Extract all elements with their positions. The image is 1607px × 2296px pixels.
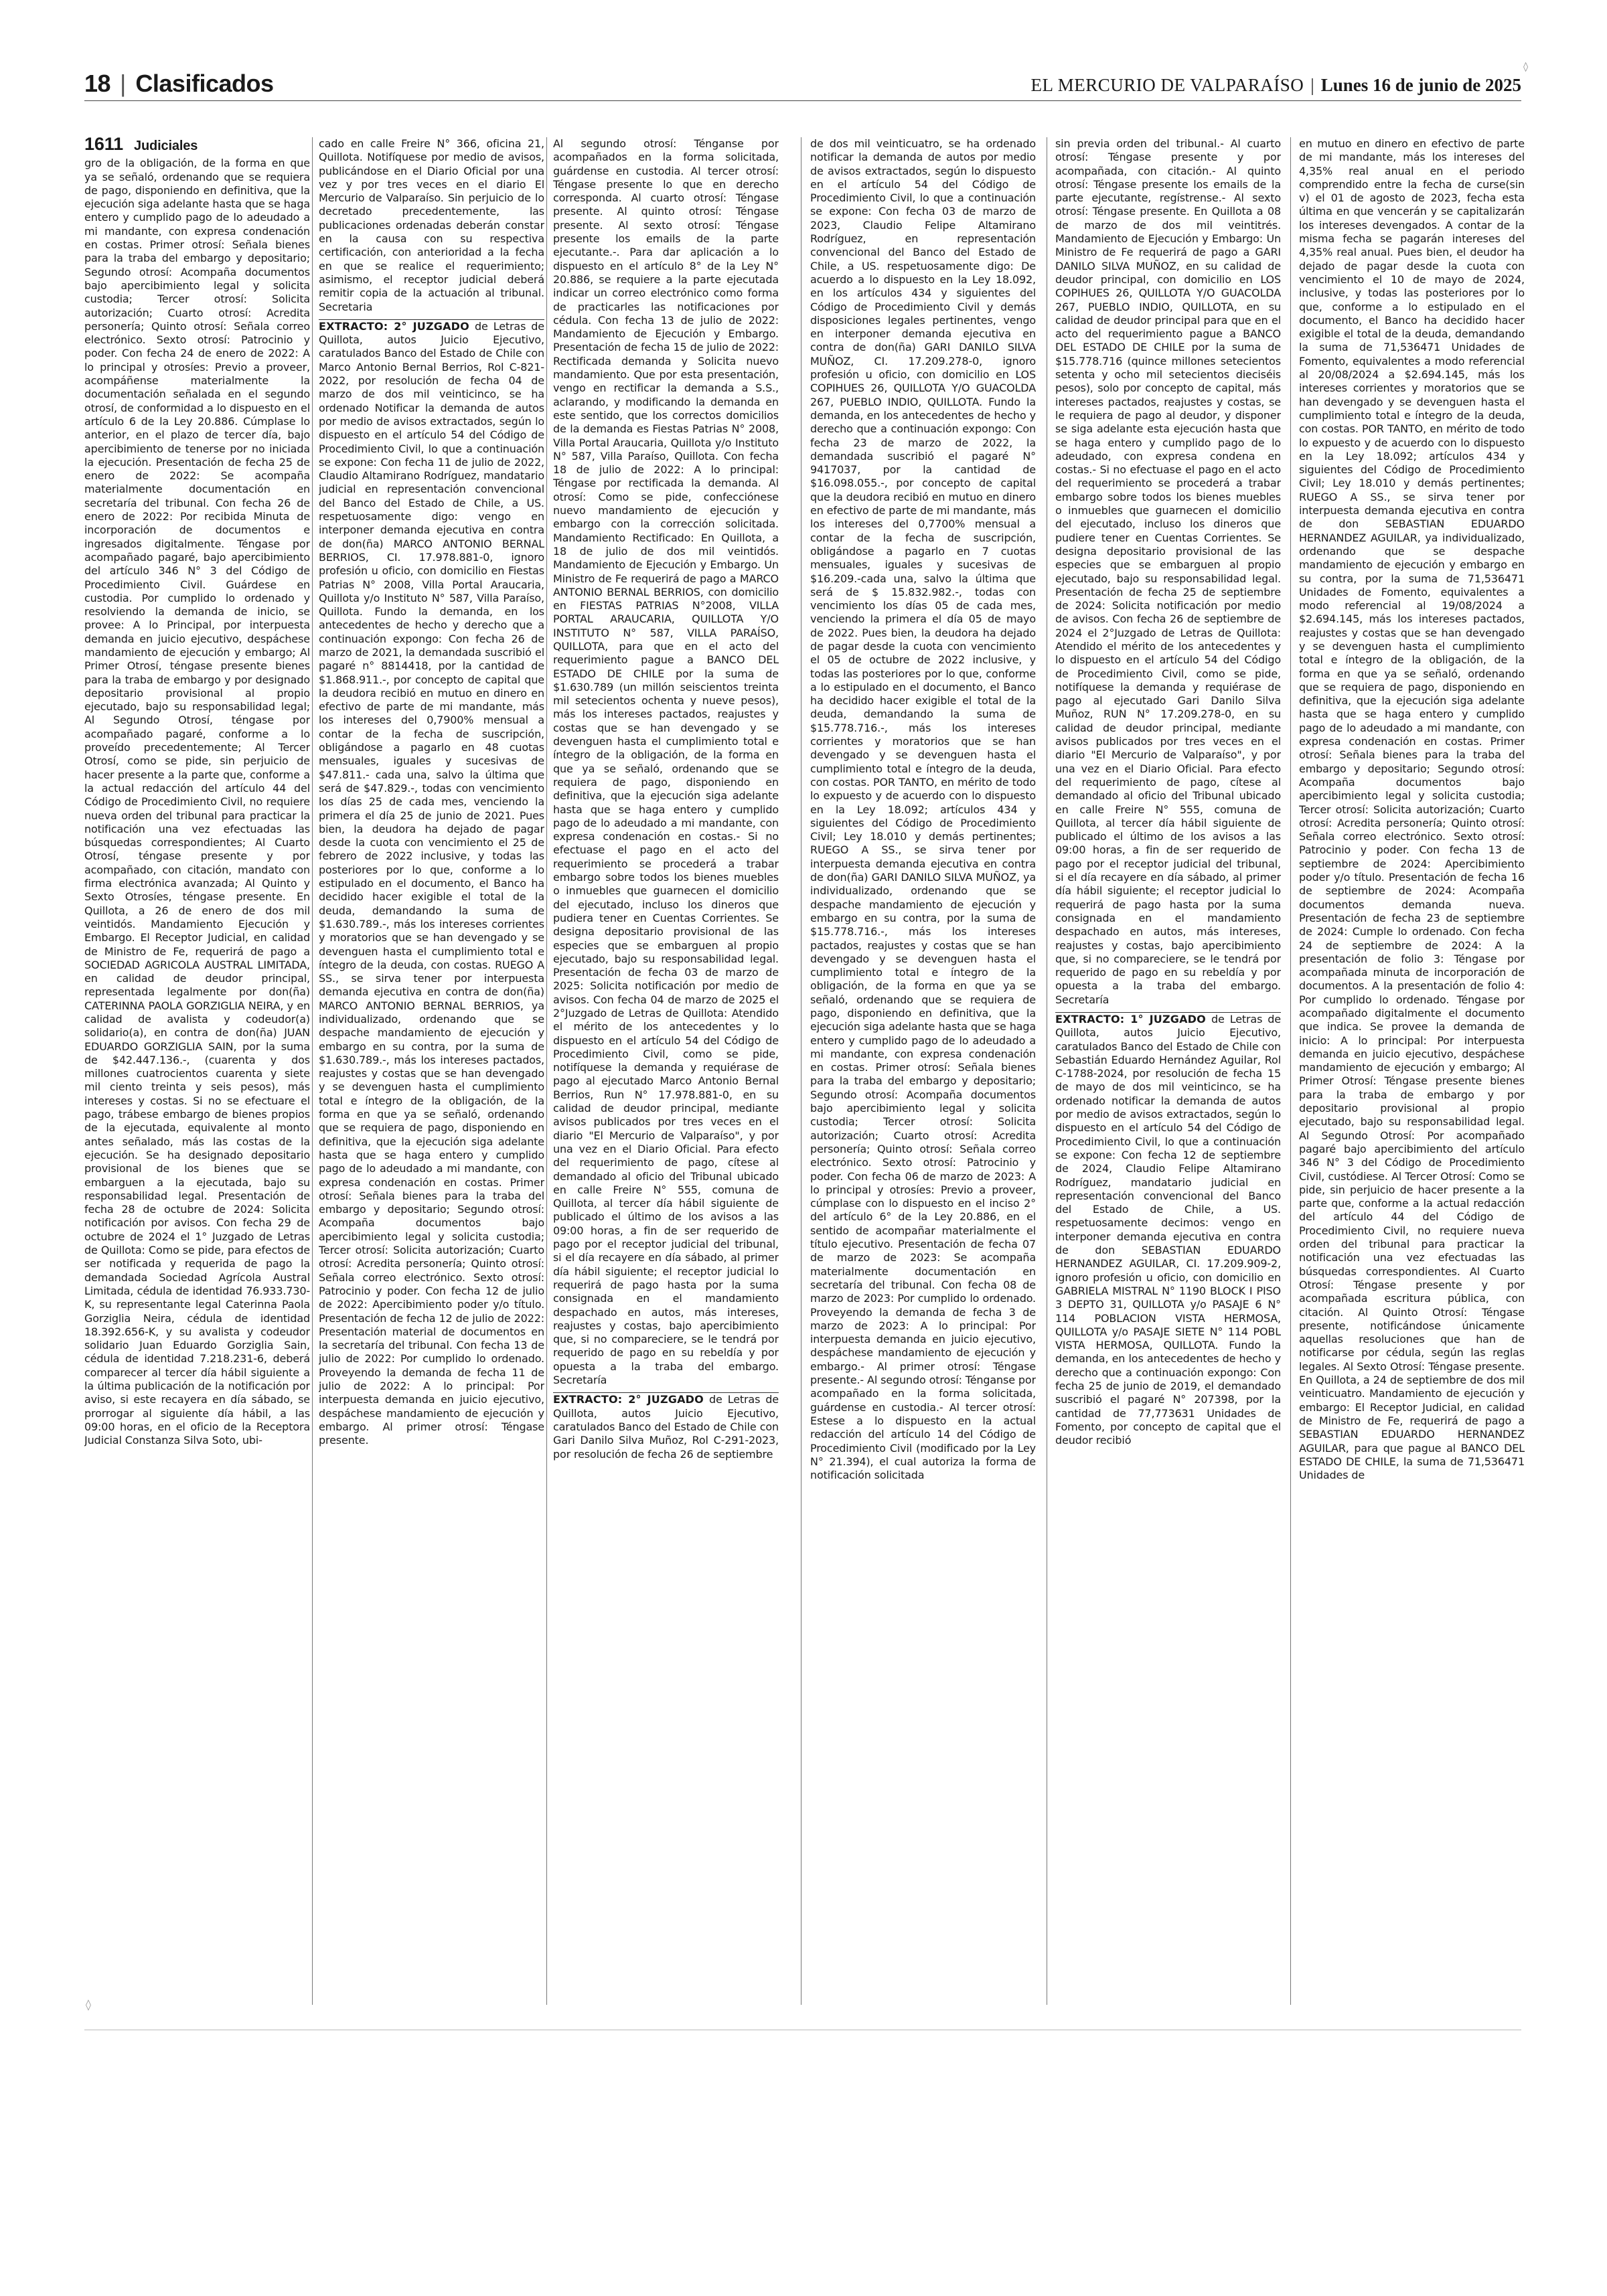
legal-notice bbox=[553, 1393, 779, 1461]
notice-text: Al segundo otrosí: Ténganse por acompañados en la forma solicitada, guárdense en custodia. Al tercer otrosí: Téngase presente lo que en derecho corresponda. Al cuarto otrosí: Téngase presente. Al quinto otrosí: Téngase presente. Al sexto otrosí: Téngase presente los emails de la parte ejecutante.-. Para dar aplicación a lo dispuesto en el artículo 8° de la Ley N° 20.886, se requiere a la parte ejecutada indicar un correo electrónico como forma de practicarles las notificaciones por cédula. Con fecha 13 de julio de 2022: Mandamiento de Ejecución y Embargo. Presentación de fecha 15 de julio de 2022: Rectificada demanda y Solicita nuevo mandamiento. Que por esta presentación, vengo en rectificar la demanda a S.S., aclarando, y modificando la demanda en este sentido, que los correctos domicilios de la demanda es Fiestas Patrias N° 2008, Villa Portal Araucaria, Quillota y/o Instituto N° 587, Villa Paraíso, Quillota. Con fecha 18 de julio de 2022: A lo principal: Téngase por rectificada la demanda. Al otrosí: Como se pide, confecciónese nuevo mandamiento de ejecución y embargo con la corrección solicitada. Mandamiento Rectificado: En Quillota, a 18 de julio de dos mil veintidós. Mandamiento de Ejecución y Embargo. Un Ministro de Fe requerirá de pago a MARCO ANTONIO BERNAL BERRIOS, con domicilio en FIESTAS PATRIAS N°2008, VILLA PORTAL ARAUCARIA, QUILLOTA Y/O INSTITUTO N° 587, VILLA PARAÍSO, QUILLOTA, para que en el acto del requerimiento pague a BANCO DEL ESTADO DE CHILE por la suma de $1.630.789 (un millón seiscientos treinta mil setecientos ochenta y nueve pesos), más los intereses pactados, reajustes y costas que se han devengado y se devenguen hasta el cumplimiento total e íntegro de la obligación, de la forma en que ya se señaló, ordenando que se requiera de pago, disponiendo en definitiva, que la ejecución siga adelante hasta que se haga entero y cumplido pago de lo adeudado a mi mandante, con expresa condenación en costas.- Si no efectuase el pago en el acto del requerimiento se procederá a trabar embargo sobre todos los bienes muebles o inmuebles que guarnecen el domicilio del ejecutado, incluso los dineros que pudiera tener en Cuentas Corrientes. Se designa depositario provisional de las especies que se embarguen al propio ejecutado, bajo su responsabilidad legal. Presentación de fecha 03 de marzo de 2025: Solicita notificación por medio de avisos. Con fecha 04 de marzo de 2025 el 2°Juzgado de Letras de Quillota: Atendido el mérito de los antecedentes y lo dispuesto en el artículo 54 del Código de Procedimiento Civil, como se pide, notifíquese la demanda y requiérase de pago al ejecutado Marco Antonio Bernal Berrios, Run N° 17.978.881-0, en su calidad de deudor principal, mediante avisos publicados por tres veces en el diario "El Mercurio de Valparaíso", y por una vez en el Diario Oficial. Para efecto del requerimiento de pago, cítese al demandado al oficio del Tribunal ubicado en calle Freire N° 555, comuna de Quillota, al tercer día hábil siguiente de publicado el último de los avisos a las 09:00 horas, a fin de ser requerido de pago por el receptor judicial del tribunal, si el día recayere en día sábado, al primer día hábil siguiente; el receptor judicial lo requerirá de pago hasta por la suma consignada en el mandamiento despachado en autos, más intereses, reajustes y costas, bajo apercibimiento que, si no compareciere, se le tendrá por requerido de pago en su rebeldía y por opuesta a la traba del embargo. Secretaría bbox=[553, 137, 779, 1387]
page-header-right bbox=[1030, 75, 1521, 96]
notice-text: gro de la obligación, de la forma en que ya se señaló, ordenando que se requiera de pago, disponiendo en definitiva, que la ejecución siga adelante hasta que se haga entero y cumplido pago de lo adeudado a mi mandante, con expresa condenación en costas. Primer otrosí: Señala bienes para la traba del embargo y depositario; Segundo otrosí: Acompaña documentos bajo apercibimiento legal y solicita custodia; Tercer otrosí: Solicita autorización; Cuarto otrosí: Acredita personería; Quinto otrosí: Señala correo electrónico. Sexto otrosí: Patrocinio y poder. Con fecha 24 de enero de 2022: A lo principal y otrosíes: Previo a proveer, acompáñense materialmente la documentación señalada en el segundo otrosí, de conformidad a lo dispuesto en el artículo 6 de la Ley 20.886. Cúmplase lo anterior, en el plazo de tercer día, bajo apercibimiento de tenerse por no iniciada la ejecución. Presentación de fecha 25 de enero de 2022: Se acompaña materialmente documentación en secretaría del tribunal. Con fecha 26 de enero de 2022: Por recibida Minuta de incorporación de documentos e ingresados digitalmente. Téngase por acompañado pagaré, bajo apercibimiento del artículo 346 N° 3 del Código de Procedimiento Civil. Guárdese en custodia. Por cumplido lo ordenado y resolviendo la demanda de inicio, se provee: A lo Principal, por interpuesta demanda en juicio ejecutivo, despáchese mandamiento de ejecución y embargo; Al Primer Otrosí, téngase presente bienes para la traba de embargo y por designado depositario provisional al propio ejecutado, bajo su responsabilidad legal; Al Segundo Otrosí, téngase por acompañado pagaré, conforme a lo proveído precedentemente; Al Tercer Otrosí, como se pide, sin perjuicio de hacer presente a la parte que, conforme a la actual redacción del artículo 44 del Código de Procedimiento Civil, no requiere nueva orden del tribunal para practicar la notificación una vez efectuadas las búsquedas correspondientes; Al Cuarto Otrosí, téngase presente y por acompañado, con citación, mandato con firma electrónica avanzada; Al Quinto y Sexto Otrosíes, téngase presente. En Quillota, a 26 de enero de dos mil veintidós. Mandamiento Ejecución y Embargo. El Receptor Judicial, en calidad de Ministro de Fe, requerirá de pago a SOCIEDAD AGRICOLA AUSTRAL LIMITADA, en calidad de deudor principal, representada legalmente por don(ña) CATERINNA PAOLA GORZIGLIA NEIRA, y en calidad de avalista y codeudor(a) solidario(a), en contra de don(ña) JUAN EDUARDO GORZIGLIA SAIN, por la suma de $42.447.136.-, (cuarenta y dos millones cuatrocientos cuarenta y siete mil ciento treinta y seis pesos), más intereses y costas. Si no se efectuare el pago, trábese embargo de bienes propios de la ejecutada, equivalente al monto antes señalado, más las costas de la ejecución. Se ha designado depositario provisional de los bienes que se embarguen a la ejecutada, bajo su responsabilidad legal. Presentación de fecha 28 de octubre de 2024: Solicita notificación por avisos. Con fecha 29 de octubre de 2024 el 1° Juzgado de Letras de Quillota: Como se pide, para efectos de ser notificada y requerida de pago la demandada Sociedad Agrícola Austral Limitada, cédula de identidad 76.933.730-K, su representante legal Caterinna Paola Gorziglia Neira, cédula de identidad 18.392.656-K, y su avalista y codeudor solidario Juan Eduardo Gorziglia Sain, cédula de identidad 7.218.231-6, deberá comparecer al tercer día hábil siguiente a la última publicación de la notificación por aviso, si este recayera en día sábado, se prorrogar al siguiente día hábil, a las 09:00 horas, en el oficio de la Receptora Judicial Constanza Silva Soto, ubi- bbox=[84, 157, 310, 1447]
column-5 bbox=[1055, 137, 1281, 2005]
column-2 bbox=[319, 137, 544, 2005]
header-divider bbox=[84, 100, 1521, 101]
newspaper-name: EL MERCURIO DE VALPARAÍSO bbox=[1030, 75, 1304, 95]
issue-date: Lunes 16 de junio de 2025 bbox=[1320, 75, 1521, 95]
notice-text: cado en calle Freire N° 366, oficina 21, Quillota. Notifíquese por medio de avisos, publicándose en el Diario Oficial por una vez y por tres veces en el diario El Mercurio de Valparaíso. Sin perjuicio de lo decretado precedentemente, las publicaciones ordenadas deberán constar en la causa con su respectiva certificación, con anterioridad a la fecha en que se realice el requerimiento; asimismo, el receptor judicial deberá remitir copia de la actuación al tribunal. Secretaria bbox=[319, 137, 544, 313]
category-heading bbox=[84, 137, 310, 153]
column-4 bbox=[810, 137, 1036, 2005]
legal-notice bbox=[1055, 1013, 1281, 1448]
notice-text: de Letras de Quillota, autos Juicio Ejecutivo, caratulados Banco del Estado de Chile con Marco Antonio Bernal Berrios, Rol C-821-2022, por resolución de fecha 04 de marzo de dos mil veinticinco, se ha ordenado Notificar la demanda de autos por medio de avisos extractados, según lo dispuesto en el artículo 54 del Código de Procedimiento Civil, lo que a continuación se expone: Con fecha 11 de julio de 2022, Claudio Altamirano Rodríguez, mandatario judicial en representación convencional del Banco del Estado de Chile, a US. respetuosamente digo: vengo en interponer demanda ejecutiva en contra de don(ña) MARCO ANTONIO BERNAL BERRIOS, CI. 17.978.881-0, ignoro profesión u oficio, con domicilio en Fiestas Patrias N° 2008, Villa Portal Araucaria, Quillota y/o Instituto N° 587, Villa Paraíso, Quillota. Fundo la demanda, en los antecedentes de hecho y derecho que a continuación expongo: Con fecha 26 de marzo de 2021, la demandada suscribió el pagaré n° 8814418, por la cantidad de $1.868.911.-, por concepto de capital que la deudora recibió en mutuo en dinero en efectivo de parte de mi mandante, más los intereses del 0,7900% mensual a contar de la fecha de suscripción, obligándose a pagarlo en 48 cuotas mensuales, iguales y sucesivas de $47.811.- cada una, salvo la última que será de $47.829.-, todas con vencimiento los días 25 de cada mes, venciendo la primera el día 25 de junio de 2021. Pues bien, la deudora ha dejado de pagar desde la cuota con vencimiento el 25 de febrero de 2022 inclusive, y todas las posteriores por lo que, conforme a lo estipulado en el documento, el Banco ha decidido hacer exigible el total de la deuda, demandando la suma de $1.630.789.-, más los intereses corrientes y moratorios que se han devengado y se devenguen hasta el cumplimiento total e íntegro de la deuda, con costas. RUEGO A SS., se sirva tener por interpuesta demanda ejecutiva en contra de don(ña) MARCO ANTONIO BERNAL BERRIOS, ya individualizado, ordenando que se despache mandamiento de ejecución y embargo en su contra, por la suma de $1.630.789.-, más los intereses pactados, reajustes y costas que se han devengado y se devenguen hasta el cumplimiento total e íntegro de la obligación, de la forma en que ya se señaló, ordenando que se requiera de pago, disponiendo en definitiva, que la ejecución siga adelante hasta que se haga entero y cumplido pago de lo adeudado a mi mandante, con expresa condenación en costas. Primer otrosí: Señala bienes para la traba del embargo y depositario; Segundo otrosí: Acompaña documentos bajo apercibimiento legal y solicita custodia; Tercer otrosí: Solicita autorización; Cuarto otrosí: Acredita personería; Quinto otrosí: Señala correo electrónico. Sexto otrosí: Patrocinio y poder. Con fecha 12 de julio de 2022: Apercibimiento poder y/o título. Presentación de fecha 12 de julio de 2022: Presentación material de documentos en la secretaría del tribunal. Con fecha 13 de julio de 2022: Por cumplido lo ordenado. Proveyendo la demanda de fecha 11 de julio de 2022: A lo principal: Por interpuesta demanda en juicio ejecutivo, despáchese mandamiento de ejecución y embargo. Al primer otrosí: Téngase presente. bbox=[319, 319, 544, 1447]
extract-label: EXTRACTO: 1° JUZGADO bbox=[1055, 1013, 1206, 1026]
extract-label: EXTRACTO: 2° JUZGADO bbox=[553, 1393, 704, 1406]
header-separator: | bbox=[120, 70, 127, 97]
legal-notice bbox=[319, 320, 544, 1448]
column-3 bbox=[553, 137, 779, 2005]
category-name: Judiciales bbox=[133, 139, 198, 153]
notice-text: en mutuo en dinero en efectivo de parte de mi mandante, más los intereses del 4,35% real anual en el periodo comprendido entre la fecha de curse(sin v) el 01 de agosto de 2023, fecha esta última en que vencerán y se capitalizarán los intereses devengados. A contar de la misma fecha se pagarán intereses del 4,35% real anual. Pues bien, el deudor ha dejado de pagar desde la cuota con vencimiento el 10 de mayo de 2024, inclusive, y todas las posteriores por lo que, conforme a lo estipulado en el documento, el Banco ha decidido hacer exigible el total de la deuda, demandando la suma de 71,536471 Unidades de Fomento, equivalentes a modo referencial al 20/08/2024 a $2.694.145, más los intereses corrientes y moratorios que se han devengado y se devenguen hasta el cumplimiento total e íntegro de la deuda, con costas. POR TANTO, en mérito de todo lo expuesto y de acuerdo con lo dispuesto en la Ley 18.092; artículos 434 y siguientes del Código de Procedimiento Civil; Ley 18.010 y demás pertinentes; RUEGO A SS., se sirva tener por interpuesta demanda ejecutiva en contra de don SEBASTIAN EDUARDO HERNANDEZ AGUILAR, ya individualizado, ordenando que se despache mandamiento de ejecución y embargo en su contra, por la suma de 71,536471 Unidades de Fomento, equivalentes a modo referencial al 19/08/2024 a $2.694.145, más los intereses pactados, reajustes y costas que se han devengado y se devenguen hasta el cumplimiento total e íntegro de la obligación, de la forma en que ya se señaló, ordenando que se requiera de pago, disponiendo en definitiva, que la ejecución siga adelante hasta que se haga entero y cumplido pago de lo adeudado a mi mandante, con expresa condenación en costas. Primer otrosí: Señala bienes para la traba del embargo y depositario; Segundo otrosí: Acompaña documentos bajo apercibimiento legal y solicita custodia; Tercer otrosí: Solicita autorización; Cuarto otrosí: Acredita personería; Quinto otrosí: Señala correo electrónico. Sexto otrosí: Patrocinio y poder. Con fecha 13 de septiembre de 2024: Apercibimiento poder y/o título. Presentación de fecha 16 de septiembre de 2024: Acompaña documentos demanda nueva. Presentación de fecha 23 de septiembre de 2024: Cumple lo ordenado. Con fecha 24 de septiembre de 2024: A la presentación de folio 3: Téngase por acompañada minuta de incorporación de documentos. A la presentación de folio 4: Por cumplido lo ordenado. Téngase por acompañado digitalmente el documento que indica. Se provee la demanda de inicio: A lo principal: Por interpuesta demanda en juicio ejecutivo, despáchese mandamiento de ejecución y embargo; Al Primer Otrosí: Téngase presente bienes para la traba de embargo y por depositario provisional al propio ejecutado, bajo su responsabilidad legal. Al Segundo Otrosí: Por acompañado pagaré bajo apercibimiento del artículo 346 N° 3 del Código de Procedimiento Civil, custódiese. Al Tercer Otrosí: Como se pide, sin perjuicio de hacer presente a la parte que, conforme a la actual redacción del artículo 44 del Código de Procedimiento Civil, no requiere nueva orden del tribunal para practicar la notificación una vez efectuadas las búsquedas correspondientes. Al Cuarto Otrosí: Téngase presente y por acompañada escritura pública, con citación. Al Quinto Otrosí: Téngase presente, notificándose únicamente aquellas resoluciones que han de notificarse por cédula, según las reglas legales. Al Sexto Otrosí: Téngase presente. En Quillota, a 24 de septiembre de dos mil veinticuatro. Mandamiento de ejecución y embargo: El Receptor Judicial, en calidad de Ministro de Fe, requerirá de pago a SEBASTIAN EDUARDO HERNANDEZ AGUILAR, para que pague al BANCO DEL ESTADO DE CHILE, la suma de 71,536471 Unidades de bbox=[1299, 137, 1525, 1482]
notice-text: de Letras de Quillota, autos Juicio Ejecutivo, caratulados Banco del Estado de Chile con Sebastián Eduardo Hernández Aguilar, Rol C-1788-2024, por resolución de fecha 15 de mayo de dos mil veinticinco, se ha ordenado notificar la demanda de autos por medio de avisos extractados, según lo dispuesto en el artículo 54 del Código de Procedimiento Civil, lo que a continuación se expone: Con fecha 12 de septiembre de 2024, Claudio Felipe Altamirano Rodríguez, mandatario judicial en representación convencional del Banco del Estado de Chile, a US. respetuosamente decimos: vengo en interponer demanda ejecutiva en contra de don SEBASTIAN EDUARDO HERNANDEZ AGUILAR, CI. 17.209.909-2, ignoro profesión u oficio, con domicilio en GABRIELA MISTRAL N° 1190 BLOCK I PISO 3 DEPTO 31, QUILLOTA y/o PASAJE 6 N° 114 POBLACION VISTA HERMOSA, QUILLOTA y/o PASAJE SIETE N° 114 POBL VISTA HERMOSA, QUILLOTA. Fundo la demanda, en los antecedentes de hecho y derecho que a continuación expongo: Con fecha 25 de junio de 2019, el demandado suscribió el pagaré N° 207398, por la cantidad de 77,773631 Unidades de Fomento, por concepto de capital que el deudor recibió bbox=[1055, 1013, 1281, 1447]
column-1 bbox=[84, 137, 310, 2005]
column-divider bbox=[312, 137, 313, 2005]
page-header-left bbox=[84, 70, 274, 96]
page-number: 18 bbox=[84, 70, 111, 97]
notice-text: sin previa orden del tribunal.- Al cuarto otrosí: Téngase presente y por acompañada, con citación.- Al quinto otrosí: Téngase presente los emails de la parte ejecutante, regístrense.- Al sexto otrosí: Téngase presente. En Quillota a 08 de marzo de dos mil veintitrés. Mandamiento de Ejecución y Embargo: Un Ministro de Fe requerirá de pago a GARI DANILO SILVA MUÑOZ, en su calidad de deudor principal, con domicilio en LOS COPIHUES 26, QUILLOTA Y/O GUACOLDA 267, PUEBLO INDIO, QUILLOTA, en su calidad de deudor principal para que en el acto del requerimiento pague a BANCO DEL ESTADO DE CHILE por la suma de $15.778.716 (quince millones setecientos setenta y ocho mil setecientos dieciséis pesos), solo por concepto de capital, más intereses pactados, reajustes y costas, se le requiera de pago al deudor, y disponer se siga adelante esta ejecución hasta que se haga entero y cumplido pago de lo adeudado, con expresa condena en costas.- Si no efectuase el pago en el acto del requerimiento se procederá a trabar embargo sobre todos los bienes muebles o inmuebles que guarnecen el domicilio del ejecutado, incluso los dineros que pudiere tener en Cuentas Corrientes. Se designa depositario provisional de las especies que se embarguen al propio ejecutado, bajo su responsabilidad legal. Presentación de fecha 25 de septiembre de 2024: Solicita notificación por medio de avisos. Con fecha 26 de septiembre de 2024 el 2°Juzgado de Letras de Quillota: Atendido el mérito de los antecedentes y lo dispuesto en el artículo 54 del Código de Procedimiento Civil, como se pide, notifíquese la demanda y requiérase de pago al ejecutado Gari Danilo Silva Muñoz, RUN N° 17.209.278-0, en su calidad de deudor principal, mediante avisos publicados por tres veces en el diario "El Mercurio de Valparaíso", y por una vez en el Diario Oficial. Para efecto del requerimiento de pago, cítese al demandado al oficio del Tribunal ubicado en calle Freire N° 555, comuna de Quillota, al tercer día hábil siguiente de publicado el último de los avisos a las 09:00 horas, a fin de ser requerido de pago por el receptor judicial del tribunal, si el día recayere en día sábado, al primer día hábil siguiente; el receptor judicial lo requerirá de pago hasta por la suma consignada en el mandamiento despachado en autos, más intereses, reajustes y costas, bajo apercibimiento que, si no compareciere, se le tendrá por requerido de pago en su rebeldía y por opuesta a la traba del embargo. Secretaría bbox=[1055, 137, 1281, 1006]
footer-mark-icon: ◊ bbox=[86, 1998, 91, 2011]
column-divider bbox=[1290, 137, 1291, 2005]
column-divider bbox=[546, 137, 547, 2005]
section-title: Clasificados bbox=[135, 70, 274, 97]
notice-text: de dos mil veinticuatro, se ha ordenado notificar la demanda de autos por medio de avisos extractados, según lo dispuesto en el artículo 54 del Código de Procedimiento Civil, lo que a continuación se expone: Con fecha 03 de marzo de 2023, Claudio Felipe Altamirano Rodríguez, en representación convencional del Banco del Estado de Chile, a US. respetuosamente digo: De acuerdo a lo dispuesto en la Ley 18.092, en los artículos 434 y siguientes del Código de Procedimiento Civil y demás disposiciones legales pertinentes, vengo en interponer demanda ejecutiva en contra de don(ña) GARI DANILO SILVA MUÑOZ, CI. 17.209.278-0, ignoro profesión u oficio, con domicilio en LOS COPIHUES 26, QUILLOTA Y/O GUACOLDA 267, PUEBLO INDIO, QUILLOTA. Fundo la demanda, en los antecedentes de hecho y derecho que a continuación expongo: Con fecha 23 de marzo de 2022, la demandada suscribió el pagaré N° 9417037, por la cantidad de $16.098.055.-, por concepto de capital que la deudora recibió en mutuo en dinero en efectivo de parte de mi mandante, más los intereses del 0,7700% mensual a contar de la fecha de suscripción, obligándose a pagarlo en 7 cuotas mensuales, iguales y sucesivas de $16.209.-cada una, salvo la última que será de $ 15.832.982.-, todas con vencimiento los días 05 de cada mes, venciendo la primera el día 05 de mayo de 2022. Pues bien, la deudora ha dejado de pagar desde la cuota con vencimiento el 05 de octubre de 2022 inclusive, y todas las posteriores por lo que, conforme a lo estipulado en el documento, el Banco ha decidido hacer exigible el total de la deuda, demandando la suma de $15.778.716.-, más los intereses corrientes y moratorios que se han devengado y se devenguen hasta el cumplimiento total e íntegro de la deuda, con costas. POR TANTO, en mérito de todo lo expuesto y de acuerdo con lo dispuesto en la Ley 18.092; artículos 434 y siguientes del Código de Procedimiento Civil; Ley 18.010 y demás pertinentes; RUEGO A SS., se sirva tener por interpuesta demanda ejecutiva en contra de don(ña) GARI DANILO SILVA MUÑOZ, ya individualizado, ordenando que se despache mandamiento de ejecución y embargo en su contra, por la suma de $15.778.716.-, más los intereses pactados, reajustes y costas que se han devengado y se devenguen hasta el cumplimiento total e íntegro de la obligación, de la forma en que ya se señaló, ordenando que se requiera de pago, disponiendo en definitiva, que la ejecución siga adelante hasta que se haga entero y cumplido pago de lo adeudado a mi mandante, con expresa condenación en costas. Primer otrosí: Señala bienes para la traba del embargo y depositario; Segundo otrosí: Acompaña documentos bajo apercibimiento legal y solicita custodia; Tercer otrosí: Solicita autorización; Cuarto otrosí: Acredita personería; Quinto otrosí: Señala correo electrónico. Sexto otrosí: Patrocinio y poder. Con fecha 06 de marzo de 2023: A lo principal y otrosíes: Previo a proveer, cúmplase con lo dispuesto en el inciso 2° del artículo 6° de la Ley 20.886, en el sentido de acompañar materialmente el título ejecutivo. Presentación de fecha 07 de marzo de 2023: Se acompaña materialmente documentación en secretaría del tribunal. Con fecha 08 de marzo de 2023: Por cumplido lo ordenado. Proveyendo la demanda de fecha 3 de marzo de 2023: A lo principal: Por interpuesta demanda en juicio ejecutivo, despáchese mandamiento de ejecución y embargo.- Al primer otrosí: Téngase presente.- Al segundo otrosí: Ténganse por acompañado en la forma solicitada, guárdense en custodia.- Al tercer otrosí: Estese a lo dispuesto en la actual redacción del artículo 14 del Código de Procedimiento Civil (modificado por la Ley N° 21.394), el cual autoriza la forma de notificación solicitada bbox=[810, 137, 1036, 1482]
category-number: 1611 bbox=[84, 137, 123, 154]
extract-label: EXTRACTO: 2° JUZGADO bbox=[319, 319, 469, 333]
corner-mark-icon: ◊ bbox=[1523, 62, 1528, 72]
date-separator: | bbox=[1310, 75, 1314, 95]
notice-text: de Letras de Quillota, autos Juicio Ejecutivo, caratulados Banco del Estado de Chile con Gari Danilo Silva Muñoz, Rol C-291-2023, por resolución de fecha 26 de septiembre bbox=[553, 1393, 779, 1461]
column-6 bbox=[1299, 137, 1525, 2005]
